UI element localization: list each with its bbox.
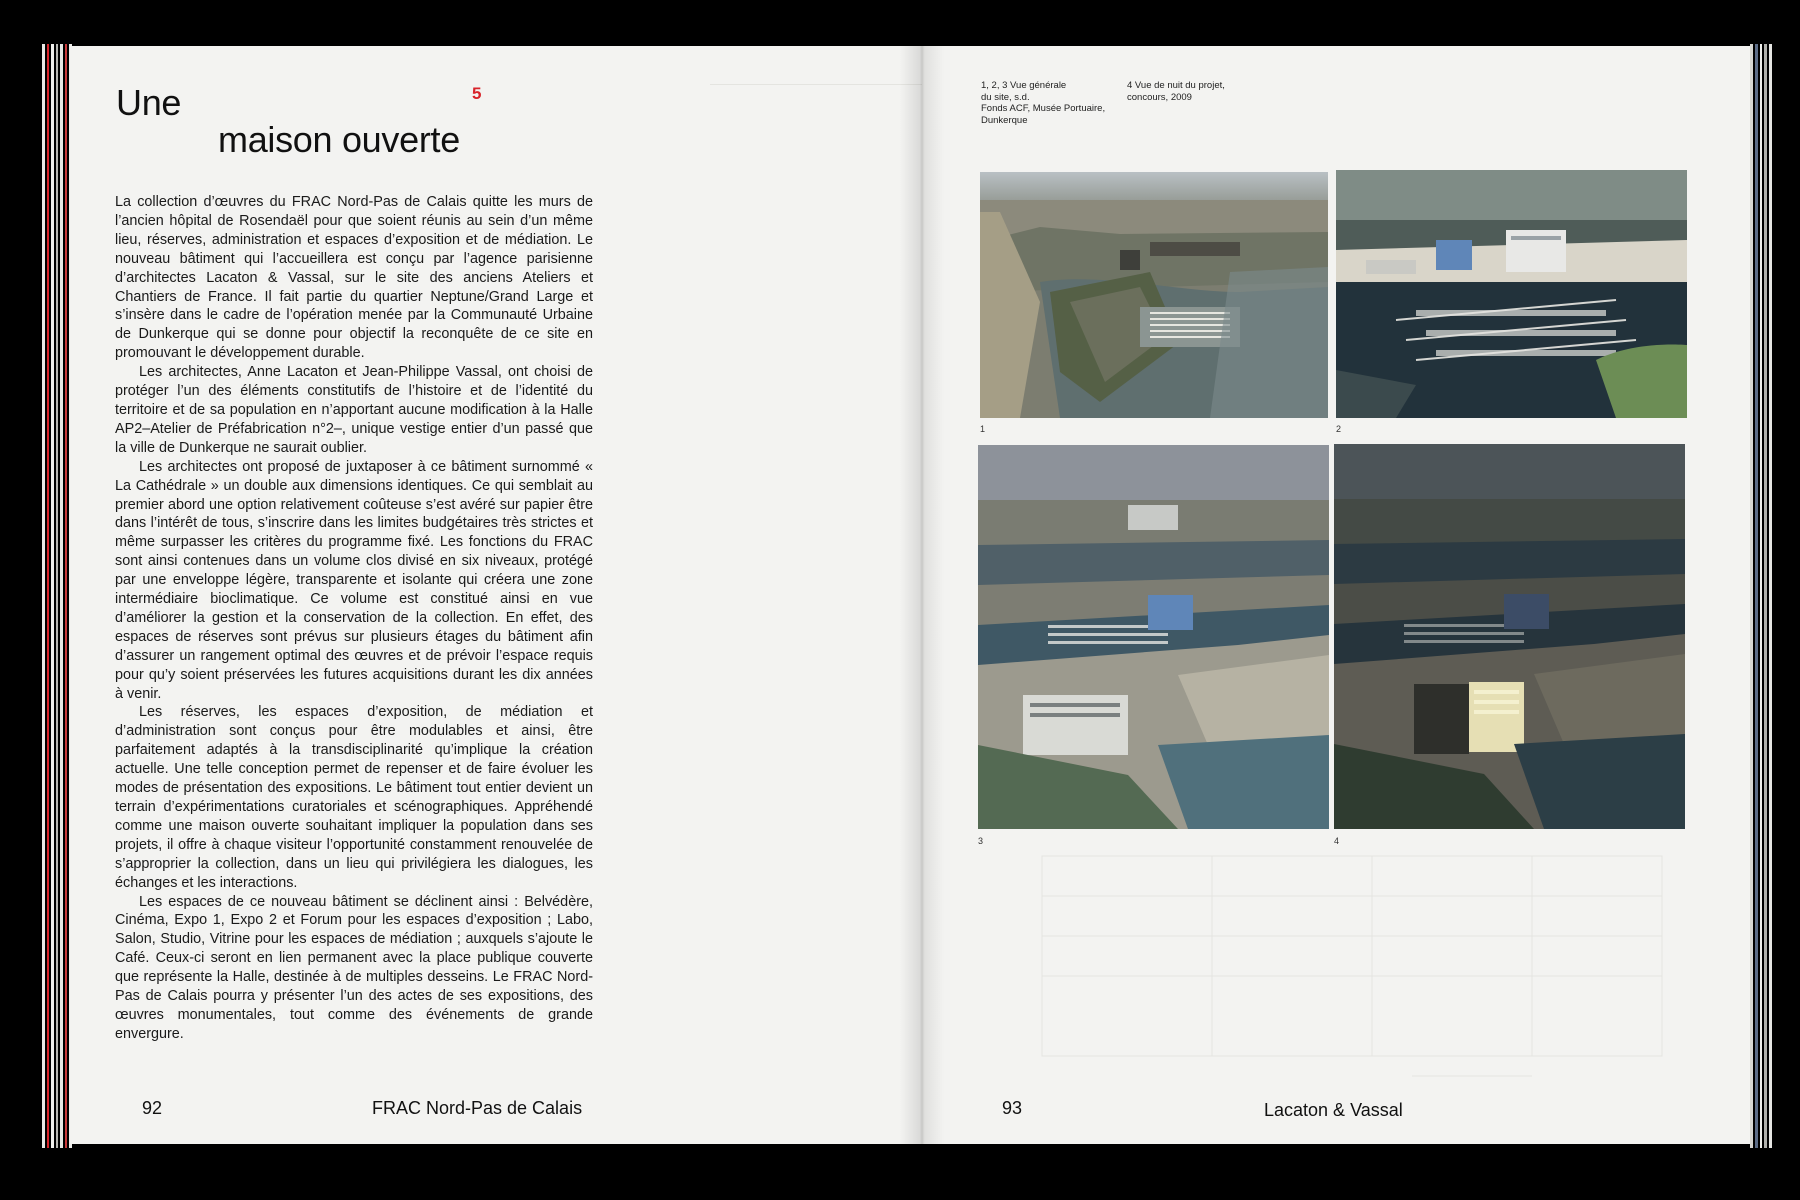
paragraph-1: La collection d’œuvres du FRAC Nord-Pas de Calais quitte les murs de l’ancien hôpital de Rosendaël pour que soient réunis au sein d’un même lieu, réserves, administration et espaces d’exposition et de médiation. Le nouveau bâtiment qui l’accueillera est conçu par l’agence parisienne d’architectes Lacaton & Vassal, sur le site des anciens Ateliers et Chantiers de France. Il fait partie du quartier Neptune/Grand Large et s’insère dans le cadre de l’opération menée par la Communauté Urbaine de Dunkerque qui se donne pour objectif la reconquête de ce site en promouvant le développement durable. (115, 194, 593, 362)
photo-aerial-marina-2 (1336, 170, 1687, 418)
running-title-right: Lacaton & Vassal (1264, 1100, 1403, 1120)
right-page (922, 46, 1752, 1144)
page-number-left: 92 (142, 1098, 163, 1118)
caption-line: 4 Vue de nuit du projet, (1127, 80, 1225, 91)
chapter-number: 5 (472, 84, 482, 103)
caption-line: Fonds ACF, Musée Portuaire, (981, 103, 1106, 114)
page-number-right: 93 (1002, 1098, 1023, 1118)
page-edges-right (1750, 44, 1772, 1148)
photo-number-1: 1 (980, 424, 986, 434)
paragraph-5: Les espaces de ce nouveau bâtiment se déclinent ainsi : Belvédère, Cinéma, Expo 1, Expo 2 et Forum pour les espaces d’exposition ; Labo, Salon, Studio, Vitrine pour les espaces de médiation ; auxquels s’ajoute le Café. Ceux-ci seront en lien permanent avec la place publique couverte que représente la Halle, destinée à de multiples desseins. Le FRAC Nord-Pas de Calais pourra y présenter l’un des actes de ses expositions, des œuvres monumentales, tout comme des événements de grande envergure. (115, 893, 593, 1042)
caption-line: concours, 2009 (1127, 91, 1192, 103)
caption-line: du site, s.d. (981, 91, 1030, 103)
caption-photos-1-3 (981, 80, 1111, 126)
show-through-plan-drawing (1012, 836, 1712, 1096)
caption-photo-4 (1127, 80, 1242, 103)
chapter-title-line2: maison ouverte (218, 119, 460, 160)
paragraph-3: Les architectes ont proposé de juxtaposer à ce bâtiment surnommé « La Cathédrale » un double aux dimensions identiques. Ce qui semblait au premier abord une option relativement coûteuse s’est avéré sur papier être dans l’intérêt de tous, s’inscrire dans les limites budgétaires très strictes et même surpasser les critères du programme fixé. Les fonctions du FRAC sont ainsi contenues dans un volume clos divisé en six niveaux, protégé par une enveloppe légère, transparente et isolante qui créera une zone intermédiaire bioclimatique. Ce volume est constitué ainsi en vue d’améliorer la gestion et la conservation de la collection. En effet, des espaces de réserves sont prévus sur plusieurs étages du bâtiment afin d’assurer un rangement optimal des œuvres et de prévoir l’espace requis pour qu’y soient préservées les futures acquisitions durant les dix années à venir. (115, 458, 593, 702)
photo-number-2: 2 (1336, 424, 1342, 434)
paragraph-4: Les réserves, les espaces d’exposition, de médiation et d’administration sont conçus pour être modulables et ainsi, être parfaitement adaptés à la transdisciplinarité qu’implique la création actuelle. Une telle conception permet de repenser et de faire évoluer les modes de présentation des expositions. Le bâtiment tout entier devient un terrain d’expérimentations curatoriales et scénographiques. Appréhendé comme une maison ouverte souhaitant impliquer la population dans ses projets, il offre à chaque visiteur l’opportunité constamment renouvelée de s’approprier la collection, dans un lieu qui privilégiera les dialogues, les échanges et les interactions. (115, 704, 593, 891)
photo-night-rendering-4 (1334, 444, 1685, 829)
photo-number-3: 3 (978, 836, 984, 846)
photo-aerial-harbor-1 (980, 172, 1328, 418)
paragraph-2: Les architectes, Anne Lacaton et Jean-Philippe Vassal, ont choisi de protéger l’un des éléments constitutifs de l’histoire et de l’identité du territoire et de sa population en n’apportant aucune modification à la Halle AP2–Atelier de Préfabrication n°2–, unique vestige entier d’un passé que la ville de Dunkerque ne saurait oublier. (115, 364, 593, 456)
body-text (115, 193, 593, 1044)
caption-line: 1, 2, 3 Vue générale (981, 80, 1067, 91)
left-page (70, 46, 922, 1144)
photo-number-4: 4 (1334, 836, 1340, 846)
page-edges-left (42, 44, 72, 1148)
photo-aerial-harbor-3 (978, 445, 1329, 829)
caption-line: Dunkerque (981, 114, 1028, 126)
running-title-left: FRAC Nord-Pas de Calais (372, 1098, 583, 1118)
chapter-title-line1: Une (116, 82, 182, 123)
